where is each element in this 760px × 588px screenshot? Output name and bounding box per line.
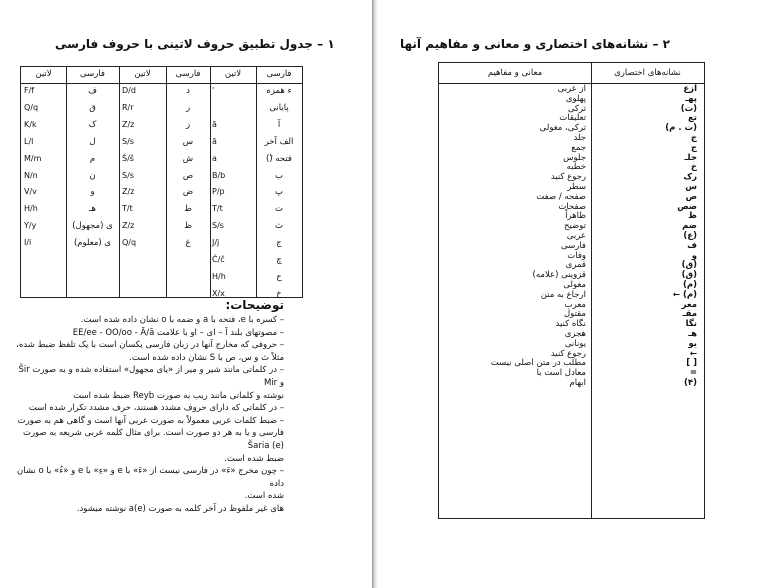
note-line: – ضبط کلمات عربی معمولاً به صورت عربی آنها است و گاهی هم به صورت <box>17 415 284 426</box>
abbreviation-cell: ← <box>689 348 697 359</box>
latin-letter-cell: S/s <box>212 221 224 231</box>
persian-letter-cell: ز <box>185 119 191 130</box>
header-persian: فارسی <box>175 69 201 79</box>
abbreviation-cell: مقـ <box>682 309 697 320</box>
meaning-cell: قمری <box>565 260 586 271</box>
persian-letter-cell: ص <box>182 170 194 181</box>
meaning-cell: رجوع کنید <box>550 172 586 183</box>
note-line: ضبط شده است. <box>224 453 284 464</box>
persian-letter-cell: غ <box>185 238 191 249</box>
latin-letter-cell: P/p <box>212 187 225 197</box>
persian-letter-cell: الف آخر <box>264 136 294 147</box>
persian-letter-cell: چ <box>276 255 282 265</box>
persian-letter-cell: فتحه (َ) <box>265 153 292 164</box>
persian-letter-cell: م <box>89 153 96 164</box>
latin-letter-cell: D/d <box>122 86 136 95</box>
meaning-cell: وفات <box>567 250 586 261</box>
latin-letter-cell: Y/y <box>24 221 37 231</box>
abbreviation-cell: (ق) <box>681 260 697 271</box>
persian-letter-cell: ق <box>89 102 96 113</box>
left-page-title: ۱ – جدول تطبیق حروف لاتینی با حروف فارسی <box>55 37 335 51</box>
meaning-cell: رجوع کنید <box>550 348 586 359</box>
meaning-cell: پهلوی <box>565 93 586 104</box>
persian-letter-cell: ر <box>185 102 191 113</box>
abbreviation-cell: (۴) <box>684 377 697 388</box>
abbreviation-cell: ظ <box>688 211 697 222</box>
header-meanings: معانی و مفاهیم <box>487 68 543 78</box>
latin-letter-cell: N/n <box>24 170 38 180</box>
meaning-cell: توضیح <box>563 221 586 232</box>
latin-letter-cell: Z/z <box>122 187 135 197</box>
latin-letter-cell: ā <box>212 136 217 146</box>
persian-letter-cell: ی (معلوم) <box>73 238 112 249</box>
meaning-cell: هجری <box>564 328 586 339</box>
left-page <box>0 0 373 588</box>
latin-letter-cell: X/x <box>212 288 225 298</box>
abbreviation-cell: نگا <box>685 319 697 330</box>
meaning-cell: ارجاع به متن <box>540 289 586 300</box>
latin-letter-cell: T/t <box>122 204 133 214</box>
abbreviation-cell: ص <box>685 191 697 202</box>
abbreviation-cell: خ <box>690 162 697 173</box>
meaning-cell: مقتول <box>564 309 586 320</box>
header-latin: لاتین <box>224 69 242 79</box>
abbreviation-cell: ف <box>687 240 697 251</box>
note-line: شده است. <box>244 491 284 502</box>
meaning-cell: صفحه / صفت <box>536 191 586 202</box>
note-line: – کسره با e، فتحه با a و ضمه با o نشان داده شده است. <box>80 315 284 325</box>
meaning-cell: معادل است با <box>536 368 586 379</box>
latin-letter-cell: Q/q <box>122 238 137 248</box>
column-divider <box>210 67 211 297</box>
transliteration-table <box>20 66 303 298</box>
abbreviation-cell: معر <box>681 299 697 310</box>
abbreviation-cell: یو <box>688 338 697 349</box>
persian-letter-cell: ف <box>88 86 97 96</box>
latin-letter-cell: K/k <box>24 119 37 129</box>
meaning-cell: فارسی <box>561 240 586 251</box>
table-header-rule <box>21 83 302 84</box>
abbreviation-cell: ج <box>690 142 697 153</box>
note-line: فارسی و یا به هر دو صورت است. برای مثال کلمه عربی شریعه به صورت Šaria (e) <box>22 428 284 451</box>
meaning-cell: یونانی <box>564 338 586 349</box>
persian-letter-cell: ب <box>274 170 283 181</box>
persian-letter-cell: پایانی <box>269 102 289 113</box>
meaning-cell: قزوینی (علامه) <box>532 270 586 281</box>
note-line: – در کلماتی که دارای حروف مشدد هستند، حرف مشدد تکرار شده است <box>28 403 284 414</box>
meaning-cell: ابهام <box>569 377 586 388</box>
persian-letter-cell: ج <box>276 238 282 249</box>
meaning-cell: خطبه <box>566 162 586 173</box>
book-gutter <box>372 0 378 588</box>
header-persian: فارسی <box>80 69 105 79</box>
latin-letter-cell: J/j <box>212 238 220 248</box>
notes-section <box>12 298 284 516</box>
latin-letter-cell: Z/z <box>122 119 135 129</box>
persian-letter-cell: ء همزه <box>266 86 292 96</box>
meaning-cell: ظاهراً <box>565 211 586 222</box>
column-divider <box>119 67 120 297</box>
latin-letter-cell: Z/z <box>122 221 135 231</box>
latin-letter-cell: I/i <box>24 238 32 248</box>
persian-letter-cell: ل <box>89 136 96 147</box>
latin-letter-cell: ā <box>212 119 217 129</box>
note-line: نوشته و کلماتی مانند ریب به صورت Reyb ضبط شده است <box>73 390 284 401</box>
meaning-cell: سطر <box>567 181 586 192</box>
header-latin: لاتین <box>35 69 52 79</box>
abbreviation-cell: و <box>691 250 697 261</box>
latin-letter-cell: ' <box>212 86 215 95</box>
latin-letter-cell: R/r <box>122 102 134 112</box>
meaning-cell: ترکی، مغولی <box>539 123 586 134</box>
latin-letter-cell: T/t <box>212 204 223 214</box>
column-divider <box>66 67 67 297</box>
meaning-cell: معرب <box>564 299 586 310</box>
persian-letter-cell: ث <box>274 221 283 232</box>
latin-letter-cell: Q/q <box>24 102 39 112</box>
latin-letter-cell: S/s <box>122 170 134 180</box>
abbreviation-cell: ضم <box>682 221 697 232</box>
note-line: – در کلماتی مانند شیر و میر از «یای مجهول» استفاده شده و به صورت Šir و Mir <box>18 365 284 388</box>
persian-letter-cell: خ <box>276 288 282 299</box>
abbreviation-cell: تع <box>688 113 697 124</box>
latin-letter-cell: F/f <box>24 86 35 95</box>
abbreviations-column <box>592 85 697 389</box>
latin-letter-cell: S/s <box>122 136 134 146</box>
abbreviation-cell: (ع) <box>683 230 697 241</box>
abbreviation-cell: رک <box>683 172 697 183</box>
persian-letter-cell: و <box>90 187 95 198</box>
meaning-cell: جلوس <box>563 152 586 163</box>
persian-letter-cell: آ <box>277 119 281 130</box>
meaning-cell: از عربی <box>557 84 586 94</box>
meaning-cell: تعلیقات <box>559 113 586 124</box>
persian-letter-cell: ط <box>184 204 192 215</box>
note-line: مثلاً ث و س، ص با S نشان داده شده است. <box>129 352 284 363</box>
note-line: – چون مخرج «ءَ» در فارسی نیست از «ءَ» با e و «ءِ» با e و «ءُ» با o نشان داده <box>17 466 284 489</box>
meaning-cell: عربی <box>566 230 586 241</box>
abbreviation-cell: (ق) <box>681 270 697 281</box>
persian-letter-cell: ک <box>88 119 97 130</box>
note-line: – حروفی که مخارج آنها در زبان فارسی یکسان است با یک تلفظ ضبط شده، <box>16 340 284 351</box>
meanings-column <box>489 85 586 389</box>
latin-letter-cell: Č/č <box>212 255 225 264</box>
right-page <box>379 0 760 588</box>
abbreviation-cell: هـ <box>688 328 697 339</box>
abbreviation-cell: ازع <box>683 84 697 94</box>
persian-letter-cell: ظ <box>184 221 192 232</box>
persian-letter-cell: پ <box>274 187 283 198</box>
persian-letter-cell: ش <box>182 153 194 164</box>
latin-letter-cell: B/b <box>212 170 226 180</box>
latin-letter-cell: V/v <box>24 187 37 197</box>
persian-letter-cell: ض <box>182 187 194 198</box>
latin-letter-cell: L/l <box>24 136 34 146</box>
right-page-title: ۲ – نشانه‌های اختصاری و معانی و مفاهیم آنها <box>400 37 670 51</box>
abbreviation-cell: ج <box>690 132 697 143</box>
abbreviation-cell: (م) <box>683 279 697 290</box>
abbreviation-cell: (م) ← <box>672 289 697 300</box>
abbreviation-cell: صص <box>677 201 697 212</box>
abbreviation-cell: س <box>685 181 697 192</box>
meaning-cell: نگاه کنید <box>555 319 586 330</box>
abbreviation-cell: = <box>689 368 697 379</box>
persian-letter-cell: ح <box>276 271 282 282</box>
persian-letter-cell: ن <box>89 170 96 181</box>
persian-letter-cell: ی (مجهول) <box>72 221 113 232</box>
latin-letter-cell: H/h <box>24 204 38 214</box>
meaning-cell: جلد <box>573 132 586 143</box>
latin-letter-cell: M/m <box>24 153 42 163</box>
note-line: – مصوتهای بلند آ – ای – او با علامت EE/ee - OO/oo - Ā/ā <box>72 327 284 338</box>
latin-letter-cell: Š/š <box>122 153 134 163</box>
meaning-cell: مطلب در متن اصلی نیست <box>490 358 586 369</box>
header-abbreviations: نشانه‌های اختصاری <box>614 68 681 78</box>
header-persian: فارسی <box>266 69 292 79</box>
abbreviations-table <box>438 62 705 519</box>
meaning-cell: ترکی <box>567 103 586 114</box>
persian-letter-cell: س <box>182 136 194 147</box>
persian-letter-cell: ت <box>274 204 283 215</box>
abbreviation-cell: (ت) <box>680 103 697 114</box>
persian-letter-cell: هـ <box>89 204 96 215</box>
latin-letter-cell: H/h <box>212 271 226 281</box>
meaning-cell: صفحات <box>558 201 586 212</box>
abbreviation-cell: [ ] <box>686 358 697 369</box>
latin-letter-cell: a <box>212 153 217 163</box>
header-latin: لاتین <box>134 69 151 79</box>
column-divider <box>166 67 167 297</box>
note-line: های غیر ملفوظ در آخر کلمه به صورت a(e) نوشته میشود. <box>76 503 284 514</box>
meaning-cell: جمع <box>571 142 586 153</box>
persian-letter-cell: د <box>186 86 190 96</box>
notes-heading: توضیحات: <box>225 298 284 312</box>
abbreviation-cell: (ت . م) <box>665 123 697 134</box>
abbreviation-cell: جلـ <box>684 152 697 163</box>
abbreviation-cell: پهـ <box>685 93 697 104</box>
meaning-cell: مغولی <box>563 279 586 290</box>
